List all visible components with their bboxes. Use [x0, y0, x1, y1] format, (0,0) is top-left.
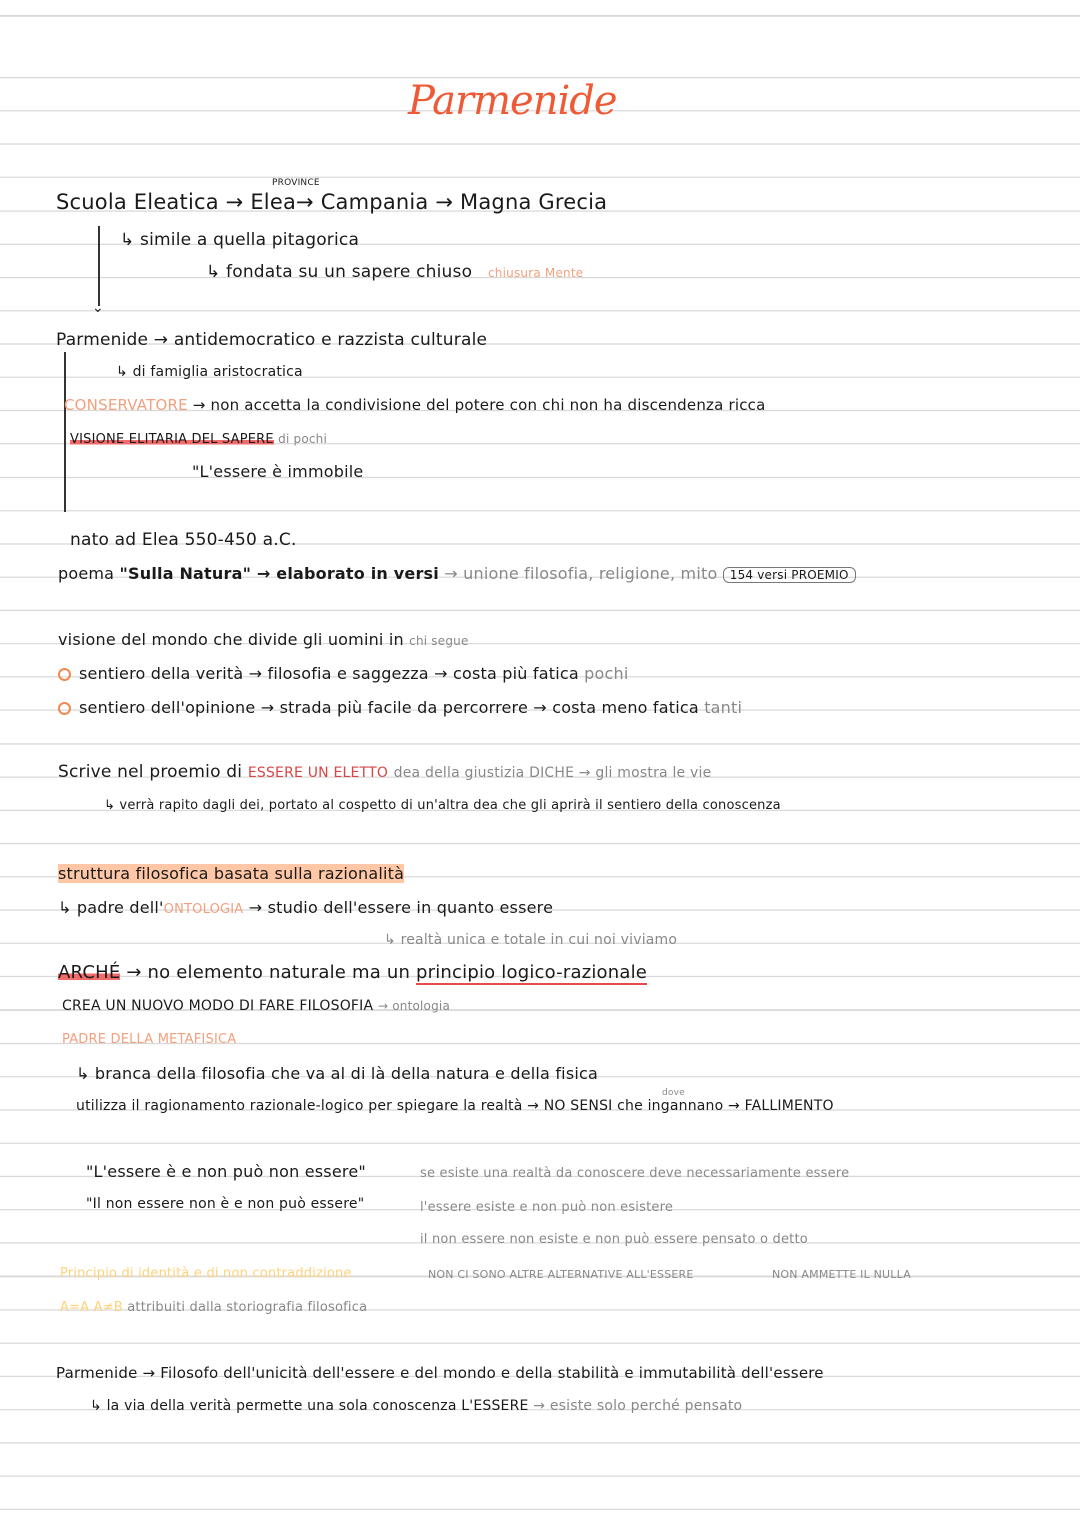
line-via-verita: ↳ la via della verità permette una sola conoscenza L'ESSERE — [90, 1398, 529, 1414]
word-poema: poema — [58, 564, 115, 583]
line-esiste-pensato: → esiste solo perché pensato — [533, 1398, 743, 1414]
label-padre-metafisica: PADRE DELLA METAFISICA — [62, 1032, 237, 1047]
down-arrow-line — [98, 226, 100, 306]
reason-nulla: NON AMMETTE IL NULLA — [772, 1268, 911, 1281]
line-scuola-eleatica: Scuola Eleatica → Elea→ Campania → Magna Grecia — [56, 190, 608, 214]
reason-alternative: NON CI SONO ALTRE ALTERNATIVE ALL'ESSERE — [428, 1268, 694, 1281]
label-visione-elitaria: VISIONE ELITARIA DEL SAPERE — [70, 432, 274, 447]
note-dove: dove — [662, 1088, 685, 1098]
note-154-versi: 154 versi PROEMIO — [723, 567, 856, 583]
line-verra-rapito: ↳ verrà rapito dagli dei, portato al cospetto di un'altra dea che gli aprirà il sentiero della conoscenza — [104, 798, 781, 813]
quote-non-essere: "Il non essere non è e non può essere" — [86, 1196, 365, 1212]
line-sentiero-verita: sentiero della verità → filosofia e saggezza → costa più fatica — [79, 664, 579, 683]
line-principio-logico: principio logico-razionale — [416, 962, 648, 983]
line-attribuiti: attribuiti dalla storiografia filosofica — [127, 1300, 368, 1315]
note-ontologia: → ontologia — [377, 999, 450, 1013]
note-pochi: pochi — [584, 664, 629, 683]
label-arche: ARCHÉ — [58, 962, 121, 983]
line-filosofo-unicita: Parmenide → Filosofo dell'unicità dell'essere e del mondo e della stabilità e immutabilità dell'essere — [56, 1364, 824, 1382]
line-famiglia: ↳ di famiglia aristocratica — [116, 364, 303, 380]
bullet-icon — [58, 668, 71, 681]
line-conservatore-text: → non accetta la condivisione del potere con chi non ha discendenza ricca — [192, 396, 766, 414]
down-arrow-icon: ⌄ — [92, 300, 104, 316]
line-scrive-proemio: Scrive nel proemio di — [58, 762, 243, 782]
line-padre-ontologia: ↳ padre dell' — [58, 898, 164, 917]
line-sentiero-opinione: sentiero dell'opinione → strada più facile da percorrere → costa meno fatica — [79, 698, 699, 717]
bullet-icon — [58, 702, 71, 715]
reason-realta: se esiste una realtà da conoscere deve necessariamente essere — [420, 1166, 850, 1181]
line-antidemocratico: Parmenide → antidemocratico e razzista culturale — [56, 330, 488, 350]
line-studio-essere: → studio dell'essere in quanto essere — [248, 898, 554, 917]
label-ontologia: ONTOLOGIA — [163, 902, 244, 917]
line-struttura-filosofica: struttura filosofica basata sulla razionalità — [58, 864, 405, 883]
line-dea-giustizia: dea della giustizia DICHE → gli mostra le vie — [393, 765, 712, 781]
line-utilizza-ragionamento: utilizza il ragionamento razionale-logico per spiegare la realtà → NO SENSI che ingannano → FALLIMENTO — [76, 1098, 834, 1114]
note-tanti: tanti — [704, 698, 743, 717]
note-di-pochi: di pochi — [278, 432, 328, 446]
line-arche-text: → no elemento naturale ma un — [126, 962, 411, 983]
quote-essere-immobile: "L'essere è immobile — [192, 462, 364, 481]
page-title: Parmenide — [408, 78, 617, 124]
label-essere-eletto: ESSERE UN ELETTO — [247, 765, 389, 781]
quote-essere: "L'essere è e non può non essere" — [86, 1162, 366, 1181]
reason-essere-esiste: l'essere esiste e non può non esistere — [420, 1200, 674, 1215]
line-nato-elea: nato ad Elea 550-450 a.C. — [70, 530, 297, 550]
note-chi-segue: chi segue — [409, 634, 469, 648]
province-note: PROVINCE — [272, 178, 320, 188]
label-conservatore: CONSERVATORE — [64, 396, 188, 414]
line-realta-unica: ↳ realtà unica e totale in cui noi viviamo — [384, 932, 678, 948]
line-visione-mondo: visione del mondo che divide gli uomini in — [58, 630, 404, 649]
line-sapere-chiuso: ↳ fondata su un sapere chiuso — [206, 262, 473, 282]
reason-non-essere: il non essere non esiste e non può essere pensato o detto — [420, 1232, 808, 1247]
line-crea-nuovo-modo: CREA UN NUOVO MODO DI FARE FILOSOFIA — [62, 998, 374, 1014]
label-principio-identita: Principio di identità e di non contraddizione — [60, 1266, 352, 1281]
line-unione: → unione filosofia, religione, mito — [444, 564, 718, 583]
line-branca-filosofia: ↳ branca della filosofia che va al di là della natura e della fisica — [76, 1064, 599, 1083]
line-sulla-natura: "Sulla Natura" → elaborato in versi — [119, 564, 439, 583]
down-arrow-line-2 — [64, 352, 66, 512]
formula-identita: A=A A≠B — [60, 1300, 123, 1315]
line-pitagorica: ↳ simile a quella pitagorica — [120, 230, 360, 250]
note-chiusura: chiusura Mente — [488, 266, 584, 280]
